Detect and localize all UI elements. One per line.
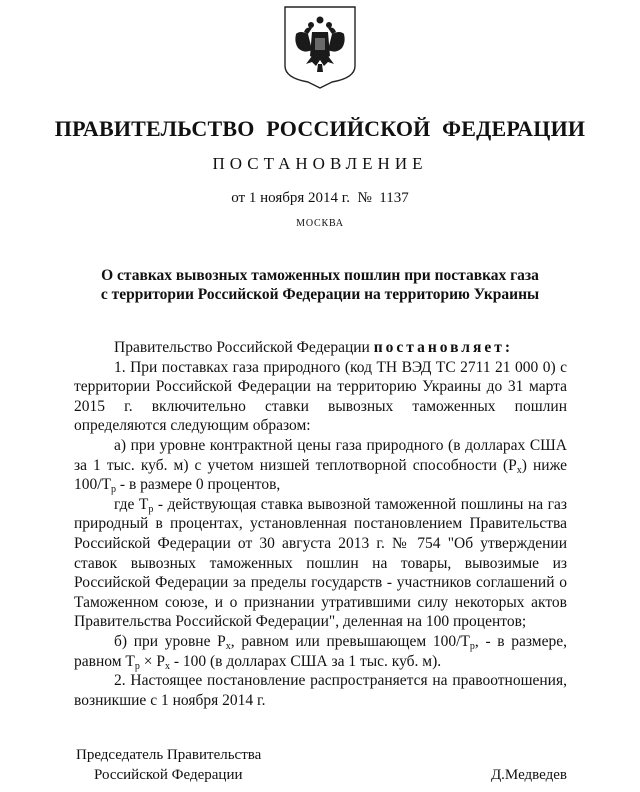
subject-line-2: с территории Российской Федерации на территорию Украины bbox=[100, 286, 540, 303]
preamble bbox=[74, 338, 567, 358]
text: б) при уровне P bbox=[114, 632, 226, 650]
signatory-title bbox=[76, 745, 261, 785]
text: а) при уровне контрактной цены газа природного (в долларах США за 1 тыс. куб. м) с учетом низшей теплотворной способности (P bbox=[74, 436, 567, 474]
text: × P bbox=[139, 652, 165, 670]
preamble-emphasis: постановляет: bbox=[373, 339, 514, 356]
text: ) ниже 100/T bbox=[74, 456, 567, 494]
subscript: p bbox=[469, 640, 475, 652]
government-title: ПРАВИТЕЛЬСТВО РОССИЙСКОЙ ФЕДЕРАЦИИ bbox=[54, 116, 586, 141]
paragraph-1b bbox=[74, 632, 567, 671]
text: - 100 (в долларах США за 1 тыс. куб. м). bbox=[169, 652, 442, 670]
document-type: ПОСТАНОВЛЕНИЕ bbox=[212, 154, 428, 173]
document-date-number bbox=[0, 190, 640, 207]
subscript: p bbox=[148, 503, 154, 515]
document-date: от 1 ноября 2014 г. bbox=[231, 190, 350, 206]
text: , - в размере, равном T bbox=[74, 632, 567, 670]
signatory-title-line-2: Российской Федерации bbox=[94, 767, 243, 783]
document-subject bbox=[0, 266, 640, 304]
subject-line-1: О ставках вывозных таможенных пошлин при поставках газа bbox=[101, 267, 539, 284]
text: - в размере 0 процентов, bbox=[116, 476, 281, 494]
document-city: МОСКВА bbox=[296, 218, 344, 229]
signatory-name: Д.Медведев bbox=[490, 767, 567, 783]
number-sign: № bbox=[357, 190, 372, 206]
paragraph-2: 2. Настоящее постановление распространяется на правоотношения, возникшие с 1 ноября 2014 г. bbox=[74, 672, 567, 709]
text: , равном или превышающем 100/T bbox=[230, 632, 470, 650]
document-body bbox=[74, 338, 567, 710]
subscript: p bbox=[111, 484, 117, 496]
signatory-title-line-1: Председатель Правительства bbox=[76, 747, 262, 763]
subscript: x bbox=[516, 464, 522, 476]
preamble-text: Правительство Российской Федерации bbox=[114, 339, 374, 356]
document-number: 1137 bbox=[379, 190, 409, 206]
russian-coat-of-arms-icon bbox=[282, 4, 358, 90]
paragraph-where bbox=[74, 495, 567, 632]
text: - действующая ставка вывозной таможенной пошлины на газ природный в процентах, установленная постановлением Правительства Российской Федерации от 30 августа 2013 г. № 754 "Об утверждении ставок вывозных таможенных пошлин на товары, вывозимые из Российской Федерации за пределы государств - участников соглашений о Таможенном союзе, и о признании утратившими силу некоторых актов Правительства Российской Федерации", деленная на 100 процентов; bbox=[74, 495, 567, 631]
subscript: x bbox=[164, 660, 170, 672]
subscript: x bbox=[225, 640, 231, 652]
paragraph-1a bbox=[74, 436, 567, 495]
paragraph-1: 1. При поставках газа природного (код ТН ВЭД ТС 2711 21 000 0) с территории Российской Федерации на территорию Украины до 31 марта 2015 г. включительно ставки вывозных таможенных пошлин определяются следующим образом: bbox=[74, 358, 567, 435]
text: где T bbox=[114, 495, 149, 513]
subscript: p bbox=[134, 660, 140, 672]
